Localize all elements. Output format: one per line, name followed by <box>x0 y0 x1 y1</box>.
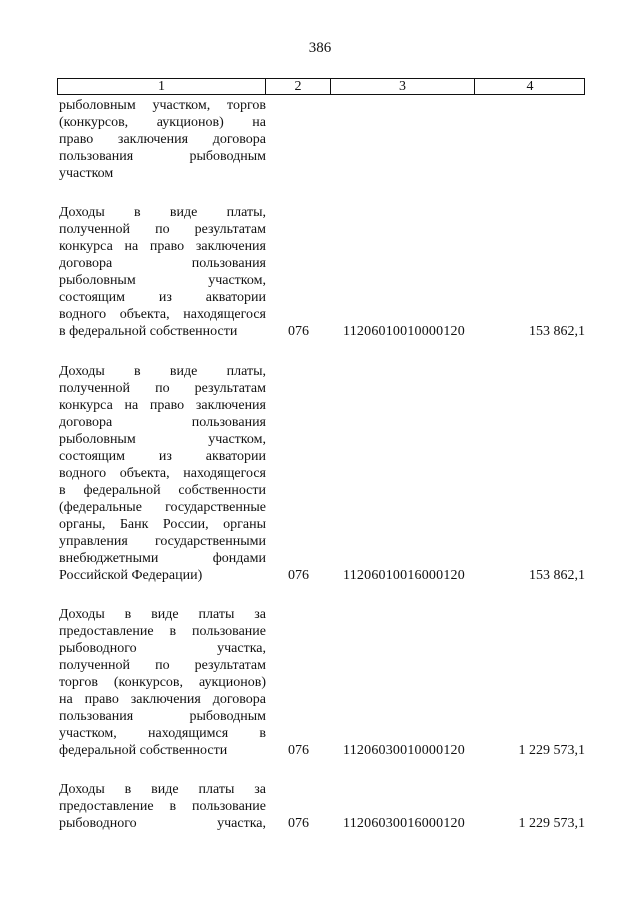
text-line: на право заключения договора <box>59 692 266 707</box>
text-line: договора пользования <box>59 415 266 430</box>
text-line: договора пользования <box>59 256 266 271</box>
text-line: рыбоводного участка, <box>59 816 266 831</box>
text-line: Российской Федерации) <box>59 568 203 583</box>
text-line: пользования рыбоводным <box>59 149 266 164</box>
text-line: (конкурсов, аукционов) на <box>59 115 266 130</box>
kbk-code: 11206030016000120 <box>343 816 465 831</box>
text-line: конкурса на право заключения <box>59 239 266 254</box>
text-line: полученной по результатам <box>59 381 266 396</box>
text-line: право заключения договора <box>59 132 266 147</box>
kbk-code: 11206010010000120 <box>343 324 465 339</box>
admin-code: 076 <box>288 743 309 758</box>
admin-code: 076 <box>288 324 309 339</box>
text-line: состоящим из акватории <box>59 449 266 464</box>
header-col-2: 2 <box>266 79 331 94</box>
text-line: Доходы в виде платы, <box>59 364 266 379</box>
text-line: внебюджетными фондами <box>59 551 266 566</box>
text-line: рыболовным участком, <box>59 273 266 288</box>
text-line: состоящим из акватории <box>59 290 266 305</box>
text-line: рыбоводного участка, <box>59 641 266 656</box>
admin-code: 076 <box>288 568 309 583</box>
text-line: рыболовным участком, <box>59 432 266 447</box>
admin-code: 076 <box>288 816 309 831</box>
text-line: (федеральные государственные <box>59 500 266 515</box>
amount: 1 229 573,1 <box>518 743 585 758</box>
text-line: водного объекта, находящегося <box>59 466 266 481</box>
text-line: в федеральной собственности <box>59 483 266 498</box>
text-line: Доходы в виде платы за <box>59 607 266 622</box>
text-line: водного объекта, находящегося <box>59 307 266 322</box>
amount: 153 862,1 <box>529 324 585 339</box>
text-line: органы, Банк России, органы <box>59 517 266 532</box>
amount: 1 229 573,1 <box>518 816 585 831</box>
text-line: полученной по результатам <box>59 658 266 673</box>
text-line: предоставление в пользование <box>59 624 266 639</box>
kbk-code: 11206030010000120 <box>343 743 465 758</box>
kbk-code: 11206010016000120 <box>343 568 465 583</box>
text-line: торгов (конкурсов, аукционов) <box>59 675 266 690</box>
text-line: управления государственными <box>59 534 266 549</box>
text-line: полученной по результатам <box>59 222 266 237</box>
header-col-4: 4 <box>526 79 534 94</box>
text-line: федеральной собственности <box>59 743 228 758</box>
text-line: Доходы в виде платы за <box>59 782 266 797</box>
table-header <box>57 78 585 95</box>
text-line: участком <box>59 166 114 181</box>
text-line: пользования рыбоводным <box>59 709 266 724</box>
header-col-1: 1 <box>58 79 266 94</box>
text-line: в федеральной собственности <box>59 324 238 339</box>
text-line: участком, находящимся в <box>59 726 266 741</box>
text-line: конкурса на право заключения <box>59 398 266 413</box>
text-line: Доходы в виде платы, <box>59 205 266 220</box>
header-col-3: 3 <box>331 79 475 94</box>
page-number: 386 <box>308 40 332 56</box>
text-line: предоставление в пользование <box>59 799 266 814</box>
amount: 153 862,1 <box>529 568 585 583</box>
text-line: рыболовным участком, торгов <box>59 98 266 113</box>
